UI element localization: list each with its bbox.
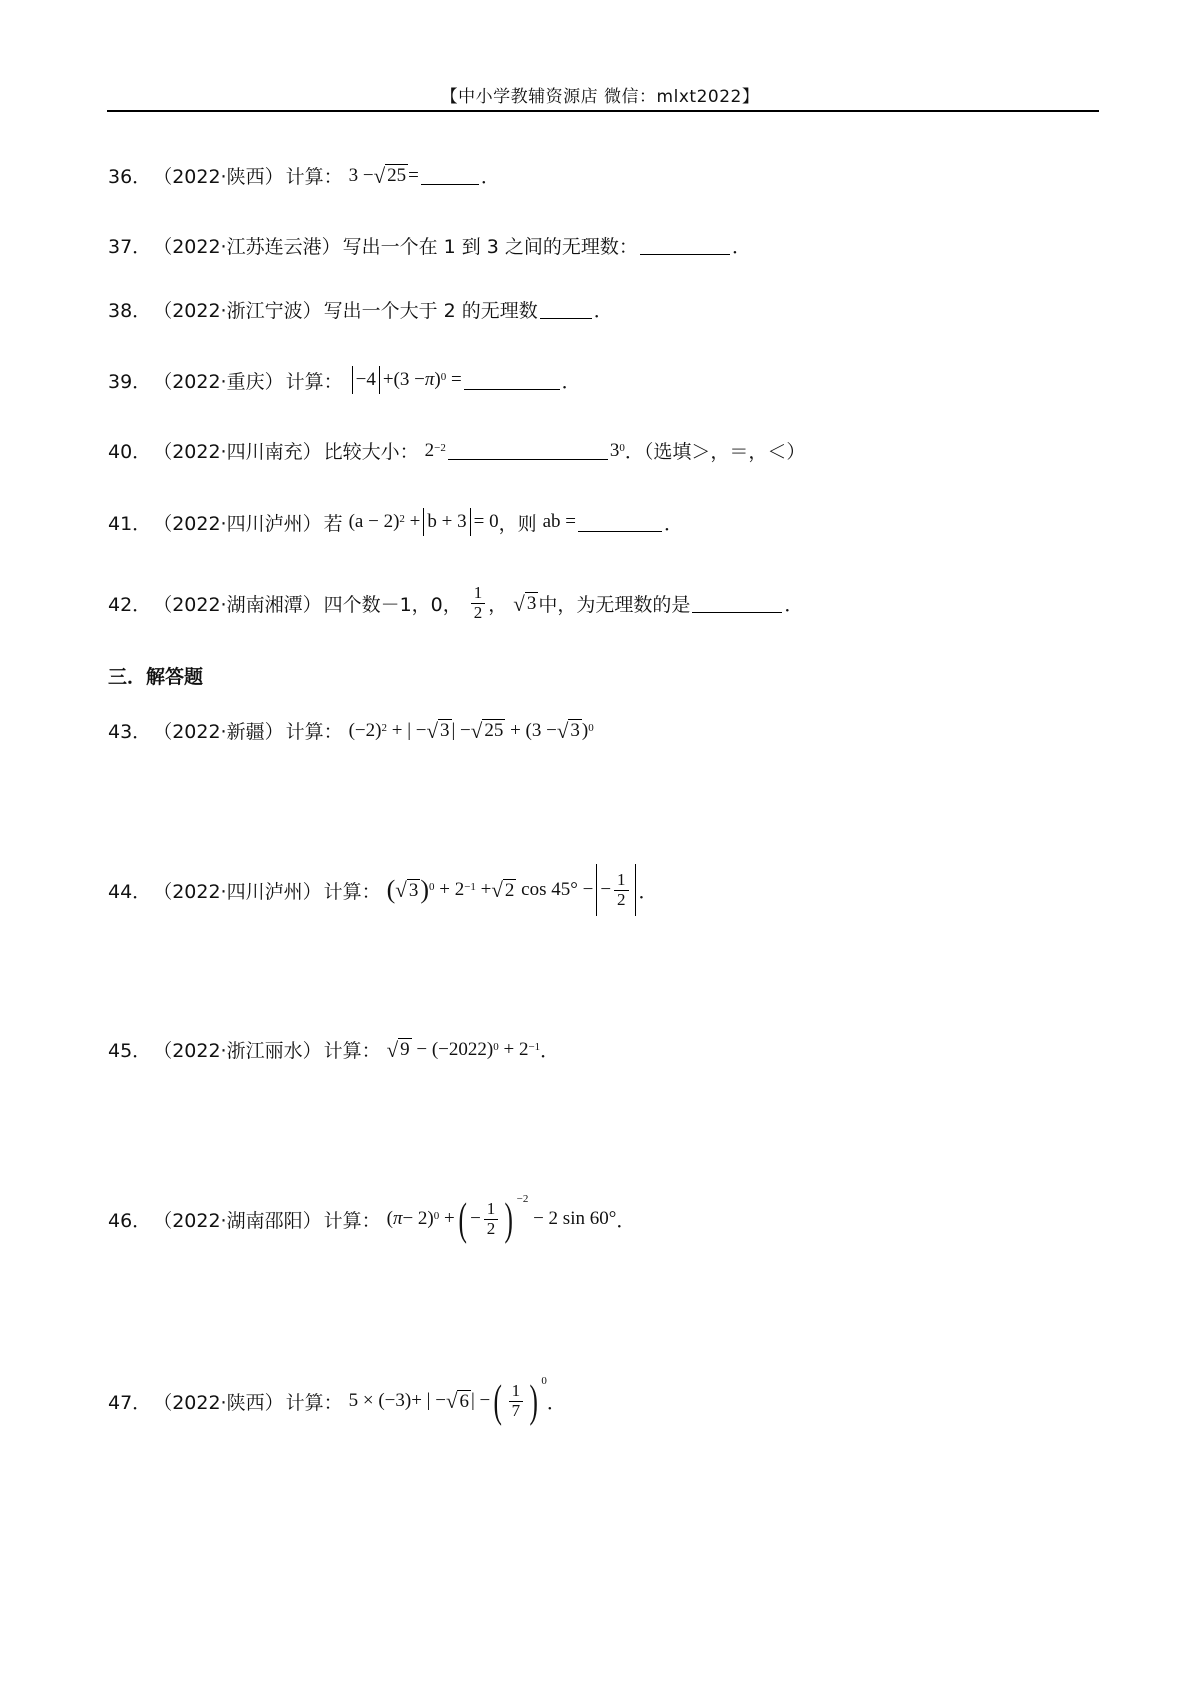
math-expression: (a − 2) $^2$ + b + 3 = 0 [349,508,499,536]
question-number: 46． [108,1209,152,1232]
math-expression: ab = [543,511,664,533]
question-number: 45． [108,1040,152,1062]
answer-blank[interactable] [448,441,608,460]
answer-blank[interactable] [540,300,592,319]
question-source: （2022·浙江丽水） [153,1040,322,1062]
math-expression: ( √ 3 ) $^0$ + 2 $^{-1}$ + √ 2 cos 45° − − $\frac{1}{2}$ [387,864,639,916]
question-source: （2022·新疆） [153,721,284,743]
math-expression: 5 × (−3)+ | − √ 6 | − ( $\frac{1}{7}$ ) $^0$ [348,1375,547,1426]
question-prompt: 计算： [285,1391,343,1414]
question-number: 44． [108,880,152,903]
header-rule [107,110,1099,112]
answer-blank[interactable] [640,236,730,255]
question-38: 38． （2022·浙江宁波） 写出一个大于 2 的无理数 ． [108,296,613,323]
question-prompt: 计算： [323,880,381,903]
math-expression: ( π − 2) $^0$ + ( − $\frac{1}{2}$ ) $^{-2}$ − 2 sin 60° [386,1193,617,1244]
question-number: 40． [108,441,152,463]
math-expression: 3 − √ 25 = [349,164,481,187]
question-prompt: 写出一个大于 2 的无理数 [323,300,538,322]
question-39: 39． （2022·重庆） 计算： −4 +(3 − π ) $^0$ = ． [108,366,581,394]
question-46: 46． （2022·湖南邵阳） 计算： ( π − 2) $^0$ + ( − $\frac{1}{2}$ ) $^{-2}$ − 2 sin 60° ． [108,1193,636,1244]
question-number: 43． [108,721,152,743]
question-45: 45． （2022·浙江丽水） 计算： √ 9 − (−2022) $^0$ + 2 $^{-1}$ ． [108,1037,560,1062]
question-prompt: 计算： [285,721,343,743]
question-prompt: 若 [323,512,343,535]
question-40: 40． （2022·四川南充） 比较大小： 2 $^{-2}$ 3 $^0$ ．（选填＞，＝，＜） [108,437,805,464]
math-expression: √ 3 [513,591,537,616]
question-source: （2022·重庆） [153,370,284,393]
question-source: （2022·四川南充） [153,441,322,463]
section-title: 三．解答题 [108,666,204,688]
question-prompt: 计算： [323,1040,381,1062]
question-number: 39． [108,370,152,393]
question-source: （2022·浙江宁波） [153,300,322,322]
question-number: 36． [108,166,152,188]
question-42: 42． （2022·湖南湘潭） 四个数－1，0， $\frac{1}{2}$ ， √ 3 中，为无理数的是 ． [108,583,804,622]
question-prompt: 四个数－1，0， [323,593,462,616]
question-number: 42． [108,593,152,616]
math-expression: √ 9 − (−2022) $^0$ + 2 $^{-1}$ [386,1037,541,1062]
question-source: （2022·陕西） [153,166,284,188]
question-prompt: 写出一个在 1 到 3 之间的无理数： [342,236,638,258]
question-source: （2022·四川泸州） [153,880,322,903]
question-prompt: 计算： [323,1209,381,1232]
question-source: （2022·湖南湘潭） [153,593,322,616]
answer-blank[interactable] [692,594,782,613]
math-expression: (−2) $^2$ + | − √ 3 | − √ 25 + (3 − √ 3 ) $^0$ [348,718,594,743]
question-number: 41． [108,512,152,535]
question-source: （2022·江苏连云港） [153,236,341,258]
question-47: 47． （2022·陕西） 计算： 5 × (−3)+ | − √ 6 | − ( $\frac{1}{7}$ ) $^0$ ． [108,1375,566,1426]
question-37: 37． （2022·江苏连云港） 写出一个在 1 到 3 之间的无理数： ． [108,232,751,259]
question-prompt: 比较大小： [323,441,419,463]
page-header: 【中小学教辅资源店 微信：mlxt2022】 [440,87,760,107]
question-44: 44． （2022·四川泸州） 计算： ( √ 3 ) $^0$ + 2 $^{-1}$ + √ 2 cos 45° − − $\frac{1}{2}$ ． [108,864,658,916]
math-expression: $\frac{1}{2}$ [468,584,489,622]
answer-blank[interactable] [464,371,560,390]
question-36: 36． （2022·陕西） 计算： 3 − √ 25 = ． [108,163,500,188]
question-source: （2022·四川泸州） [153,512,322,535]
question-41: 41． （2022·四川泸州） 若 (a − 2) $^2$ + b + 3 = 0 ，则 ab = ． [108,508,683,536]
question-43 [108,717,594,744]
answer-blank[interactable] [578,513,662,532]
question-source: （2022·陕西） [153,1391,284,1414]
question-source: （2022·湖南邵阳） [153,1209,322,1232]
math-expression: −4 +(3 − π ) $^0$ = [349,366,562,394]
question-prompt: 计算： [285,166,343,188]
question-number: 37． [108,236,152,258]
question-number: 38． [108,300,152,322]
answer-blank[interactable] [421,166,479,185]
question-prompt: 计算： [285,370,343,393]
math-expression: 2 $^{-2}$ 3 $^0$ [424,439,625,461]
question-number: 47． [108,1391,152,1414]
